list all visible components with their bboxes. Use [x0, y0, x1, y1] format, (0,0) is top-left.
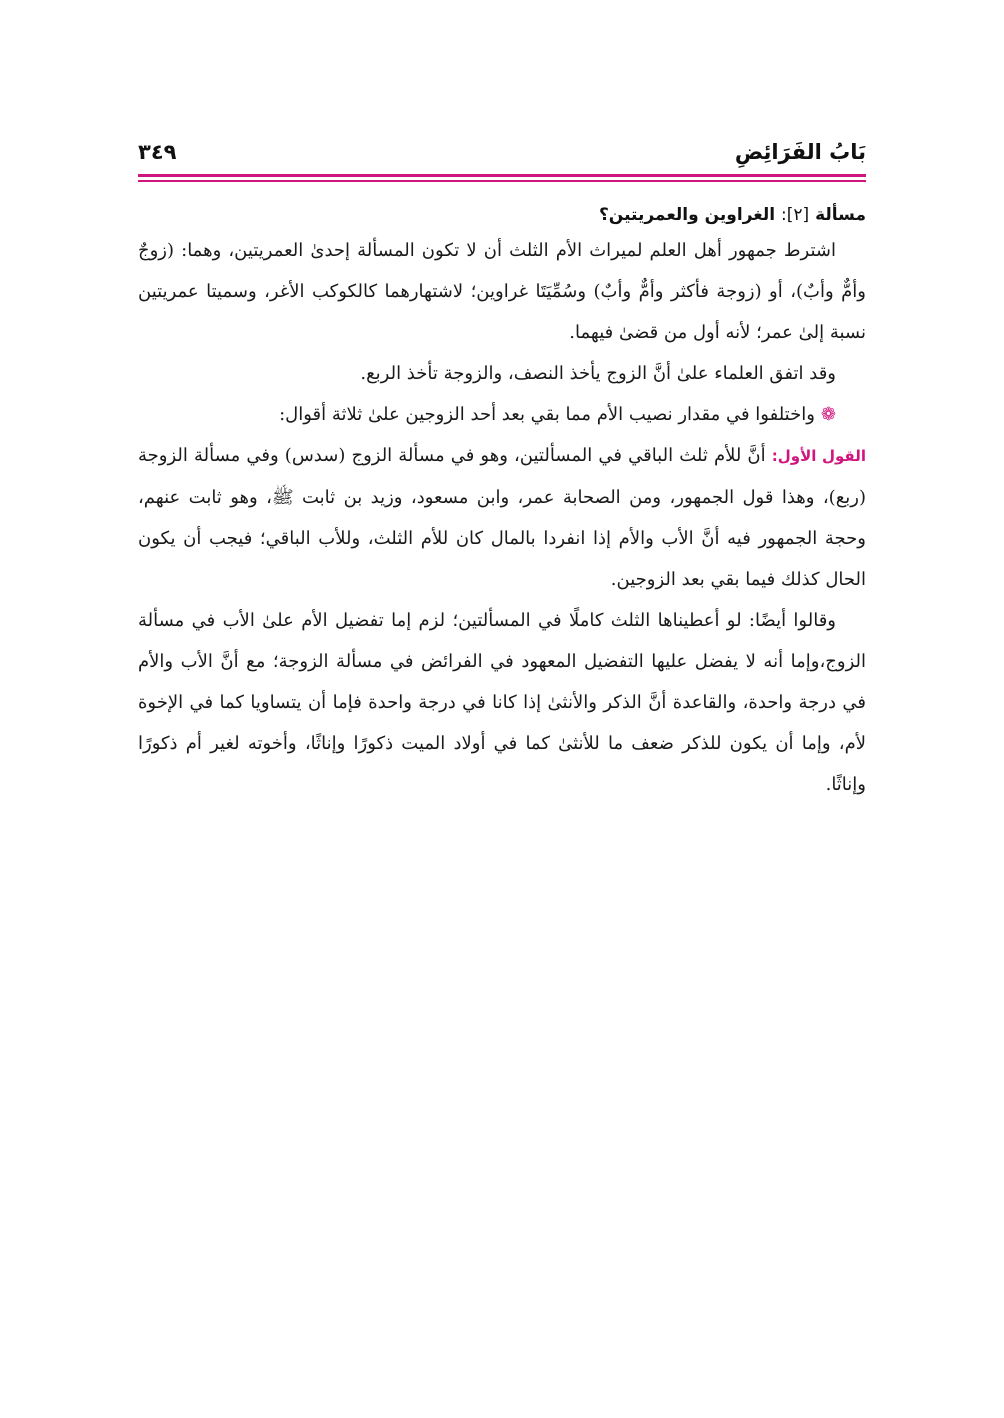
paragraph-2: وقد اتفق العلماء علىٰ أنَّ الزوج يأخذ النصف، والزوجة تأخذ الربع. — [360, 363, 836, 384]
issue-title: الغراوين والعمريتين؟ — [598, 205, 776, 225]
paragraph-3-text: واختلفوا في مقدار نصيب الأم مما بقي بعد أحد الزوجين علىٰ ثلاثة أقوال: — [279, 404, 815, 425]
page-number: ٣٤٩ — [138, 140, 177, 164]
header-rule-secondary — [138, 180, 866, 182]
running-head — [138, 128, 866, 164]
opinion-1-label: القول الأول: — [771, 447, 866, 465]
paragraph-3 — [138, 394, 866, 435]
issue-number: [٢]: — [781, 205, 810, 225]
paragraph-5: وقالوا أيضًا: لو أعطيناها الثلث كاملًا في المسألتين؛ لزم إما تفضيل الأم علىٰ الأب في مسألة الزوج،وإما أنه لا يفضل عليها التفضيل المعهود في الفرائض في مسألة الزوجة؛ مع أنَّ الأب والأم في درجة واحدة، والقاعدة أنَّ الذكر والأنثىٰ إذا كانا في درجة واحدة فإما أن يتساويا كما في الإخوة لأم، وإما أن يكون للذكر ضعف ما للأنثىٰ كما في أولاد الميت ذكورًا وإناثًا، وأخوته لغير أم ذكورًا وإناثًا. — [138, 610, 866, 795]
opinion-1-text: أنَّ للأم ثلث الباقي في المسألتين، وهو في مسألة الزوج (سدس) وفي مسألة الزوجة (ربع)، وهذا قول الجمهور، ومن الصحابة عمر، وابن مسعود، وزيد بن ثابت ﷺ، وهو ثابت عنهم، وحجة الجمهور فيه أنَّ الأب والأم إذا انفردا بالمال كان للأم الثلث، وللأب الباقي؛ فيجب أن يكون الحال كذلك فيما بقي بعد الزوجين. — [138, 445, 866, 590]
chapter-title: بَابُ الفَرَائِضِ — [734, 140, 866, 164]
paragraph-1: اشترط جمهور أهل العلم لميراث الأم الثلث أن لا تكون المسألة إحدىٰ العمريتين، وهما: (زوجٌ وأمٌّ وأبٌ)، أو (زوجة فأكثر وأمٌّ وأبٌ) وسُمِّيَتَا غراوين؛ لاشتهارهما كالكوكب الأغر، وسميتا عمريتين نسبة إلىٰ عمر؛ لأنه أول من قضىٰ فيهما. — [138, 240, 866, 343]
issue-label: مسألة — [815, 205, 866, 225]
header-rule — [138, 174, 866, 177]
issue-heading — [138, 200, 866, 230]
flower-icon: ❁ — [820, 404, 836, 425]
page-body — [138, 128, 866, 805]
paragraph-opinion-1 — [138, 435, 866, 600]
